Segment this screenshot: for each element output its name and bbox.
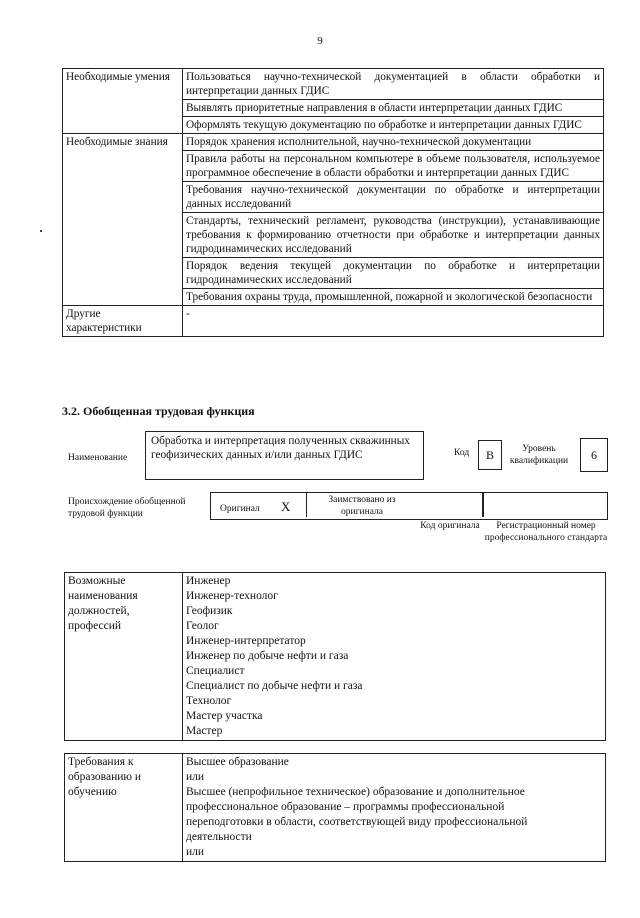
list-item: Специалист: [186, 665, 245, 677]
table-row: [63, 69, 604, 100]
education-line: или: [186, 846, 205, 858]
skills-knowledge-table: [62, 68, 604, 337]
positions-label: Возможные наименования должностей, профессий: [65, 573, 183, 741]
code-origin-cell: [483, 493, 484, 517]
name-label: Наименование: [68, 453, 128, 463]
education-line: Высшее (непрофильное техническое) образование и дополнительное: [186, 786, 525, 798]
borrowed-label: Заимствовано из оригинала: [328, 495, 396, 517]
row-item: Правила работы на персональном компьютере в объеме пользователя, используемое программное обеспечение в области обработки и интерпретации данных ГДИС: [183, 151, 604, 182]
row-item: Выявлять приоритетные направления в области интерпретации данных ГДИС: [183, 100, 604, 117]
qualification-level-value: 6: [580, 438, 608, 472]
code-value: B: [478, 440, 502, 470]
education-table: [64, 753, 606, 862]
list-item: Специалист по добыче нефти и газа: [186, 680, 363, 692]
row-item: Требования охраны труда, промышленной, пожарной и экологической безопасности: [183, 289, 604, 306]
registration-number-label: Регистрационный номер профессионального стандарта: [484, 521, 608, 543]
list-item: Инженер: [186, 575, 231, 587]
row-item: Порядок ведения текущей документации по обработке и интерпретации гидродинамических исследований: [183, 258, 604, 289]
education-line: Высшее образование: [186, 756, 289, 768]
list-item: Инженер-технолог: [186, 590, 278, 602]
education-line: профессиональное образование – программы профессиональной: [186, 801, 505, 813]
row-item: -: [183, 306, 604, 337]
education-label: Требования к образованию и обучению: [65, 754, 183, 862]
positions-table: [64, 572, 606, 741]
origin-label: Происхождение обобщенной трудовой функции: [68, 497, 186, 519]
row-item: Стандарты, технический регламент, руководства (инструкции), устанавливающие требования к формированию отчетности при обработке и интерпретации данных гидродинамических исследований: [183, 213, 604, 258]
row-item: Пользоваться научно-технической документацией в области обработки и интерпретации данных ГДИС: [183, 69, 604, 100]
code-origin-label: Код оригинала: [420, 521, 480, 531]
section-title: 3.2. Обобщенная трудовая функция: [62, 404, 255, 418]
list-item: Мастер: [186, 725, 223, 737]
row-item: Порядок хранения исполнительной, научно-технической документации: [183, 134, 604, 151]
page-number: 9: [317, 35, 323, 47]
row-label: Необходимые знания: [63, 134, 183, 306]
list-item: Инженер по добыче нефти и газа: [186, 650, 349, 662]
list-item: Геофизик: [186, 605, 233, 617]
list-item: Технолог: [186, 695, 232, 707]
qualification-level-label: Уровень квалификации: [509, 444, 569, 466]
education-line: переподготовки в области, соответствующей виду профессиональной: [186, 816, 528, 828]
row-item: Требования научно-технической документации по обработке и интерпретации данных исследований: [183, 182, 604, 213]
row-item: Оформлять текущую документацию по обработке и интерпретации данных ГДИС: [183, 117, 604, 134]
list-item: Мастер участка: [186, 710, 263, 722]
education-line: деятельности: [186, 831, 252, 843]
row-label: Другие характеристики: [63, 306, 183, 337]
list-item: Инженер-интерпретатор: [186, 635, 306, 647]
code-label: Код: [454, 448, 470, 458]
positions-list: [183, 573, 606, 741]
original-label: Оригинал: [220, 504, 260, 514]
row-label: Необходимые умения: [63, 69, 183, 134]
education-line: или: [186, 771, 205, 783]
scan-dot: [40, 230, 42, 232]
table-row: [63, 306, 604, 337]
list-item: Геолог: [186, 620, 219, 632]
education-text: [183, 754, 606, 862]
function-name-value: Обработка и интерпретация полученных скважинных геофизических данных и/или данных ГДИС: [145, 431, 424, 480]
table-row: [63, 134, 604, 151]
original-mark: X: [281, 499, 291, 514]
